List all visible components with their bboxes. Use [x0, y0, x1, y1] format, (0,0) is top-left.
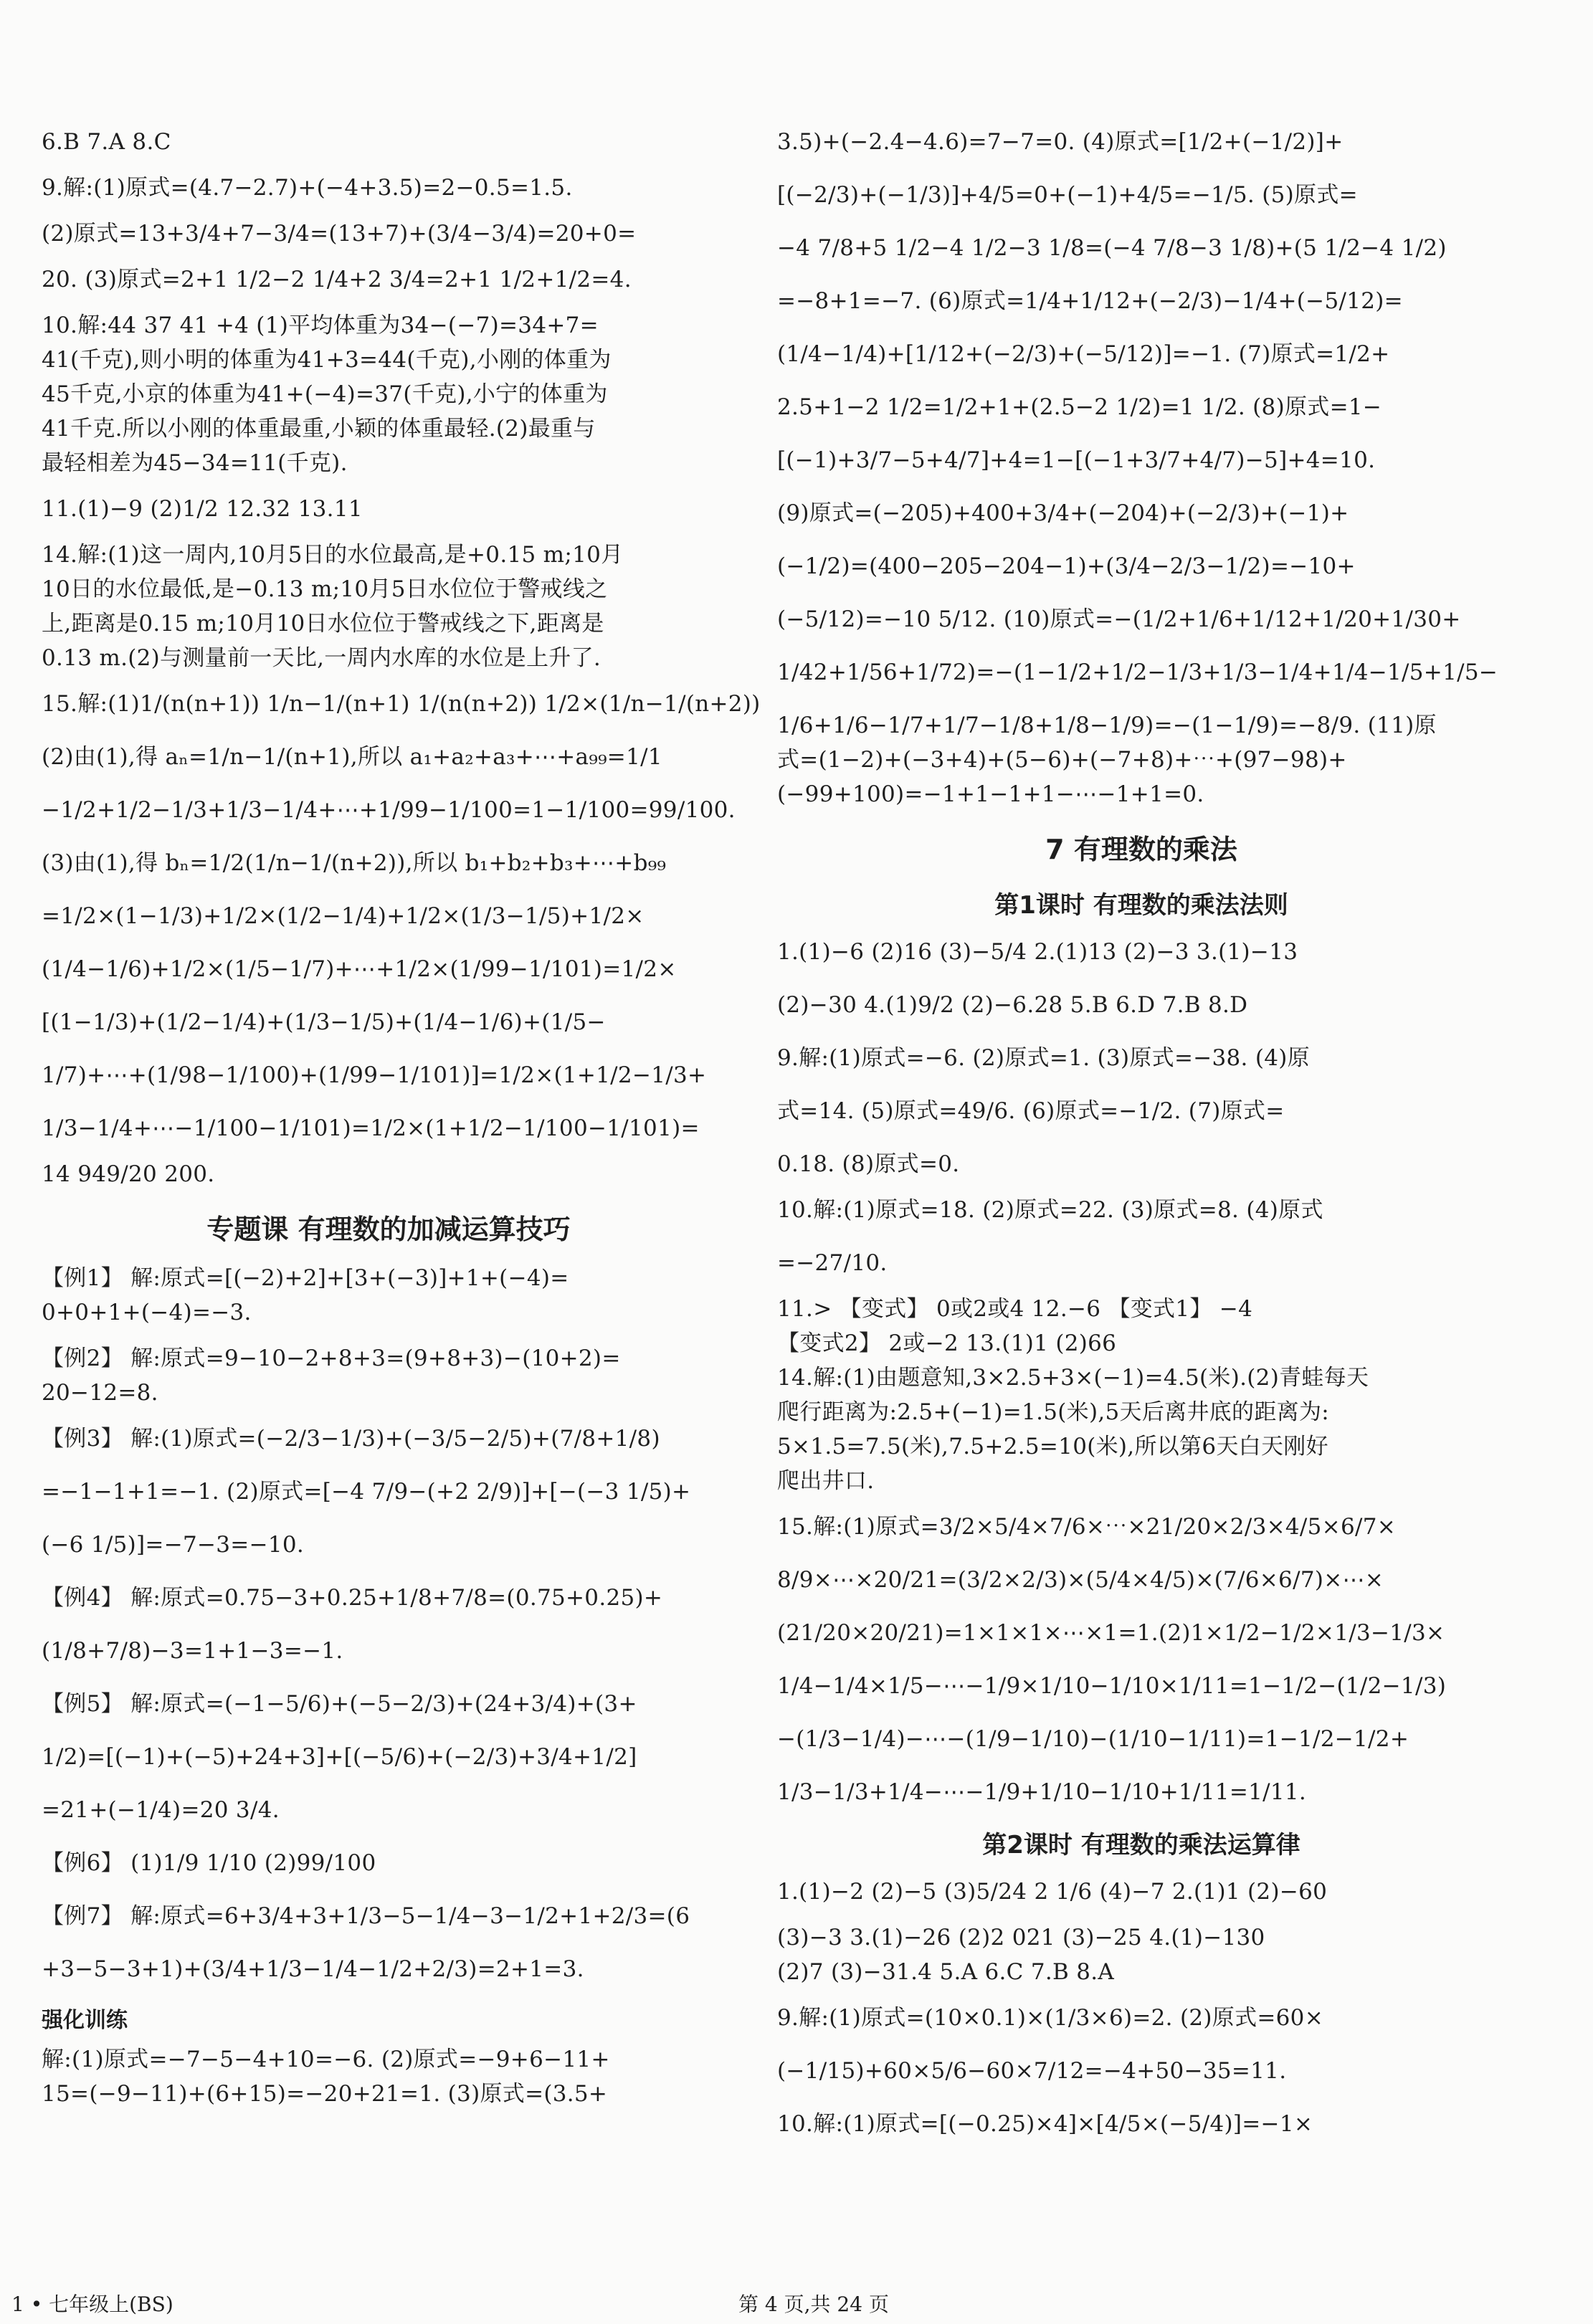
text-line: 14.解:(1)由题意知,3×2.5+3×(−1)=4.5(米).(2)青蛙每天	[777, 1365, 1369, 1391]
left-column	[42, 129, 761, 2115]
text-line: (21/20×20/21)=1×1×1×⋯×1=1.(2)1×1/2−1/2×1/3−1/3×	[777, 1620, 1445, 1646]
text-line: 15.解:(1)原式=3/2×5/4×7/6×⋯×21/20×2/3×4/5×6/7×	[777, 1514, 1397, 1540]
text-line: 9.解:(1)原式=−6. (2)原式=1. (3)原式=−38. (4)原	[777, 1045, 1310, 1071]
text-line: 3.5)+(−2.4−4.6)=7−7=0. (4)原式=[1/2+(−1/2)]+	[777, 129, 1344, 155]
text-line: =−1−1+1=−1. (2)原式=[−4 7/9−(+2 2/9)]+[−(−3 1/5)+	[42, 1479, 691, 1505]
section-heading: 强化训练	[42, 2008, 128, 2033]
text-line: 0.13 m.(2)与测量前一天比,一周内水库的水位是上升了.	[42, 645, 601, 671]
text-line: =1/2×(1−1/3)+1/2×(1/2−1/4)+1/2×(1/3−1/5)+1/2×	[42, 903, 645, 929]
text-line: 10.解:44 37 41 +4 (1)平均体重为34−(−7)=34+7=	[42, 313, 599, 338]
text-line: 【例7】 解:原式=6+3/4+3+1/3−5−1/4−3−1/2+1+2/3=(6	[42, 1903, 690, 1929]
text-line: 【例2】 解:原式=9−10−2+8+3=(9+8+3)−(10+2)=	[42, 1346, 621, 1371]
text-line: 15.解:(1)1/(n(n+1)) 1/n−1/(n+1) 1/(n(n+2)) 1/2×(1/n−1/(n+2))	[42, 691, 761, 717]
text-line: 1/2)=[(−1)+(−5)+24+3]+[(−5/6)+(−2/3)+3/4+1/2]	[42, 1744, 637, 1770]
text-line: 14 949/20 200.	[42, 1161, 215, 1187]
text-line: =21+(−1/4)=20 3/4.	[42, 1797, 280, 1823]
text-line: (2)由(1),得 aₙ=1/n−1/(n+1),所以 a₁+a₂+a₃+⋯+a₉₉=1/1	[42, 744, 662, 770]
text-line: −4 7/8+5 1/2−4 1/2−3 1/8=(−4 7/8−3 1/8)+(5 1/2−4 1/2)	[777, 235, 1447, 261]
text-line: (3)−3 3.(1)−26 (2)2 021 (3)−25 4.(1)−130	[777, 1925, 1265, 1951]
footer-page-number: 第 4 页,共 24 页	[738, 2292, 889, 2316]
text-line: 【例5】 解:原式=(−1−5/6)+(−5−2/3)+(24+3/4)+(3+	[42, 1691, 637, 1717]
text-line: 15=(−9−11)+(6+15)=−20+21=1. (3)原式=(3.5+	[42, 2081, 608, 2107]
section-heading: 第1课时 有理数的乘法法则	[994, 891, 1288, 920]
text-line: (1/4−1/4)+[1/12+(−2/3)+(−5/12)]=−1. (7)原式=1/2+	[777, 341, 1390, 367]
text-line: 14.解:(1)这一周内,10月5日的水位最高,是+0.15 m;10月	[42, 542, 624, 568]
text-line: 式=(1−2)+(−3+4)+(5−6)+(−7+8)+⋯+(97−98)+	[777, 747, 1347, 773]
text-line: 【例4】 解:原式=0.75−3+0.25+1/8+7/8=(0.75+0.25)+	[42, 1585, 663, 1611]
text-line: 上,距离是0.15 m;10月10日水位位于警戒线之下,距离是	[42, 611, 604, 637]
text-line: (2)原式=13+3/4+7−3/4=(13+7)+(3/4−3/4)=20+0=	[42, 221, 637, 247]
text-line: 8/9×⋯×20/21=(3/2×2/3)×(5/4×4/5)×(7/6×6/7)×⋯×	[777, 1567, 1384, 1593]
text-line: [(−2/3)+(−1/3)]+4/5=0+(−1)+4/5=−1/5. (5)原式=	[777, 182, 1358, 208]
text-line: (−1/2)=(400−205−204−1)+(3/4−2/3−1/2)=−10+	[777, 553, 1356, 579]
text-line: (2)−30 4.(1)9/2 (2)−6.28 5.B 6.D 7.B 8.D	[777, 992, 1248, 1018]
text-line: 9.解:(1)原式=(4.7−2.7)+(−4+3.5)=2−0.5=1.5.	[42, 175, 573, 201]
text-line: 2.5+1−2 1/2=1/2+1+(2.5−2 1/2)=1 1/2. (8)原式=1−	[777, 394, 1382, 420]
text-line: 爬行距离为:2.5+(−1)=1.5(米),5天后离井底的距离为:	[777, 1399, 1329, 1425]
text-line: 【例3】 解:(1)原式=(−2/3−1/3)+(−3/5−2/5)+(7/8+1/8)	[42, 1426, 660, 1452]
text-line: 41千克.所以小刚的体重最重,小颖的体重最轻.(2)最重与	[42, 416, 596, 442]
text-line: 1.(1)−6 (2)16 (3)−5/4 2.(1)13 (2)−3 3.(1)−13	[777, 939, 1298, 965]
text-line: 1/42+1/56+1/72)=−(1−1/2+1/2−1/3+1/3−1/4+1/4−1/5+1/5−	[777, 659, 1498, 685]
text-line: 20. (3)原式=2+1 1/2−2 1/4+2 3/4=2+1 1/2+1/2=4.	[42, 267, 632, 292]
text-line: 【例1】 解:原式=[(−2)+2]+[3+(−3)]+1+(−4)=	[42, 1265, 569, 1291]
text-line: (9)原式=(−205)+400+3/4+(−204)+(−2/3)+(−1)+	[777, 500, 1349, 526]
text-line: 1/4−1/4×1/5−⋯−1/9×1/10−1/10×1/11=1−1/2−(1/2−1/3)	[777, 1673, 1447, 1699]
text-line: 10.解:(1)原式=[(−0.25)×4]×[4/5×(−5/4)]=−1×	[777, 2111, 1313, 2137]
text-line: 1/7)+⋯+(1/98−1/100)+(1/99−1/101)]=1/2×(1+1/2−1/3+	[42, 1062, 707, 1088]
text-line: (1/4−1/6)+1/2×(1/5−1/7)+⋯+1/2×(1/99−1/101)=1/2×	[42, 956, 677, 982]
text-line: −1/2+1/2−1/3+1/3−1/4+⋯+1/99−1/100=1−1/100=99/100.	[42, 797, 736, 823]
text-line: 0+0+1+(−4)=−3.	[42, 1300, 252, 1325]
text-line: 解:(1)原式=−7−5−4+10=−6. (2)原式=−9+6−11+	[42, 2047, 610, 2072]
text-line: 20−12=8.	[42, 1380, 158, 1406]
text-line: 爬出井口.	[777, 1468, 875, 1494]
text-line: (−1/15)+60×5/6−60×7/12=−4+50−35=11.	[777, 2058, 1287, 2084]
text-line: =−8+1=−7. (6)原式=1/4+1/12+(−2/3)−1/4+(−5/12)=	[777, 288, 1403, 314]
text-line: 1.(1)−2 (2)−5 (3)5/24 2 1/6 (4)−7 2.(1)1 (2)−60	[777, 1879, 1328, 1905]
text-line: 9.解:(1)原式=(10×0.1)×(1/3×6)=2. (2)原式=60×	[777, 2005, 1323, 2031]
text-line: +3−5−3+1)+(3/4+1/3−1/4−1/2+2/3)=2+1=3.	[42, 1956, 584, 1982]
text-line: 5×1.5=7.5(米),7.5+2.5=10(米),所以第6天白天刚好	[777, 1434, 1328, 1459]
text-line: 式=14. (5)原式=49/6. (6)原式=−1/2. (7)原式=	[777, 1098, 1285, 1124]
text-line: 【变式2】 2或−2 13.(1)1 (2)66	[777, 1330, 1117, 1356]
text-line: 0.18. (8)原式=0.	[777, 1151, 960, 1177]
text-line: (2)7 (3)−31.4 5.A 6.C 7.B 8.A	[777, 1959, 1115, 1985]
text-line: 1/3−1/4+⋯−1/100−1/101)=1/2×(1+1/2−1/100−1/101)=	[42, 1115, 700, 1141]
footer-grade-label: 1 • 七年级上(BS)	[11, 2292, 173, 2316]
text-line: 1/3−1/3+1/4−⋯−1/9+1/10−1/10+1/11=1/11.	[777, 1779, 1307, 1805]
text-line: 1/6+1/6−1/7+1/7−1/8+1/8−1/9)=−(1−1/9)=−8/9. (11)原	[777, 713, 1437, 738]
text-line: [(−1)+3/7−5+4/7]+4=1−[(−1+3/7+4/7)−5]+4=10.	[777, 447, 1376, 473]
text-line: (−99+100)=−1+1−1+1−⋯−1+1=0.	[777, 781, 1204, 807]
text-line: 11.> 【变式】 0或2或4 12.−6 【变式1】 −4	[777, 1296, 1253, 1322]
text-line: =−27/10.	[777, 1250, 888, 1276]
text-line: (1/8+7/8)−3=1+1−3=−1.	[42, 1638, 343, 1664]
text-line: 6.B 7.A 8.C	[42, 129, 171, 155]
text-line: 45千克,小京的体重为41+(−4)=37(千克),小宁的体重为	[42, 381, 608, 407]
text-line: 10.解:(1)原式=18. (2)原式=22. (3)原式=8. (4)原式	[777, 1197, 1323, 1223]
text-line: 11.(1)−9 (2)1/2 12.32 13.11	[42, 496, 363, 522]
text-line: (3)由(1),得 bₙ=1/2(1/n−1/(n+2)),所以 b₁+b₂+b₃+⋯+b₉₉	[42, 850, 667, 876]
text-line: (−6 1/5)]=−7−3=−10.	[42, 1532, 305, 1558]
text-line: (−5/12)=−10 5/12. (10)原式=−(1/2+1/6+1/12+1/20+1/30+	[777, 606, 1461, 632]
text-line: [(1−1/3)+(1/2−1/4)+(1/3−1/5)+(1/4−1/6)+(1/5−	[42, 1009, 606, 1035]
section-heading: 专题课 有理数的加减运算技巧	[206, 1214, 571, 1245]
text-line: 最轻相差为45−34=11(千克).	[42, 450, 348, 476]
text-line: −(1/3−1/4)−⋯−(1/9−1/10)−(1/10−1/11)=1−1/2−1/2+	[777, 1726, 1409, 1752]
right-column	[777, 129, 1506, 2157]
section-heading: 第2课时 有理数的乘法运算律	[982, 1831, 1300, 1859]
text-line: 41(千克),则小明的体重为41+3=44(千克),小刚的体重为	[42, 347, 612, 373]
text-line: 【例6】 (1)1/9 1/10 (2)99/100	[42, 1850, 376, 1876]
section-heading: 7 有理数的乘法	[1045, 834, 1237, 865]
text-line: 10日的水位最低,是−0.13 m;10月5日水位位于警戒线之	[42, 576, 608, 602]
